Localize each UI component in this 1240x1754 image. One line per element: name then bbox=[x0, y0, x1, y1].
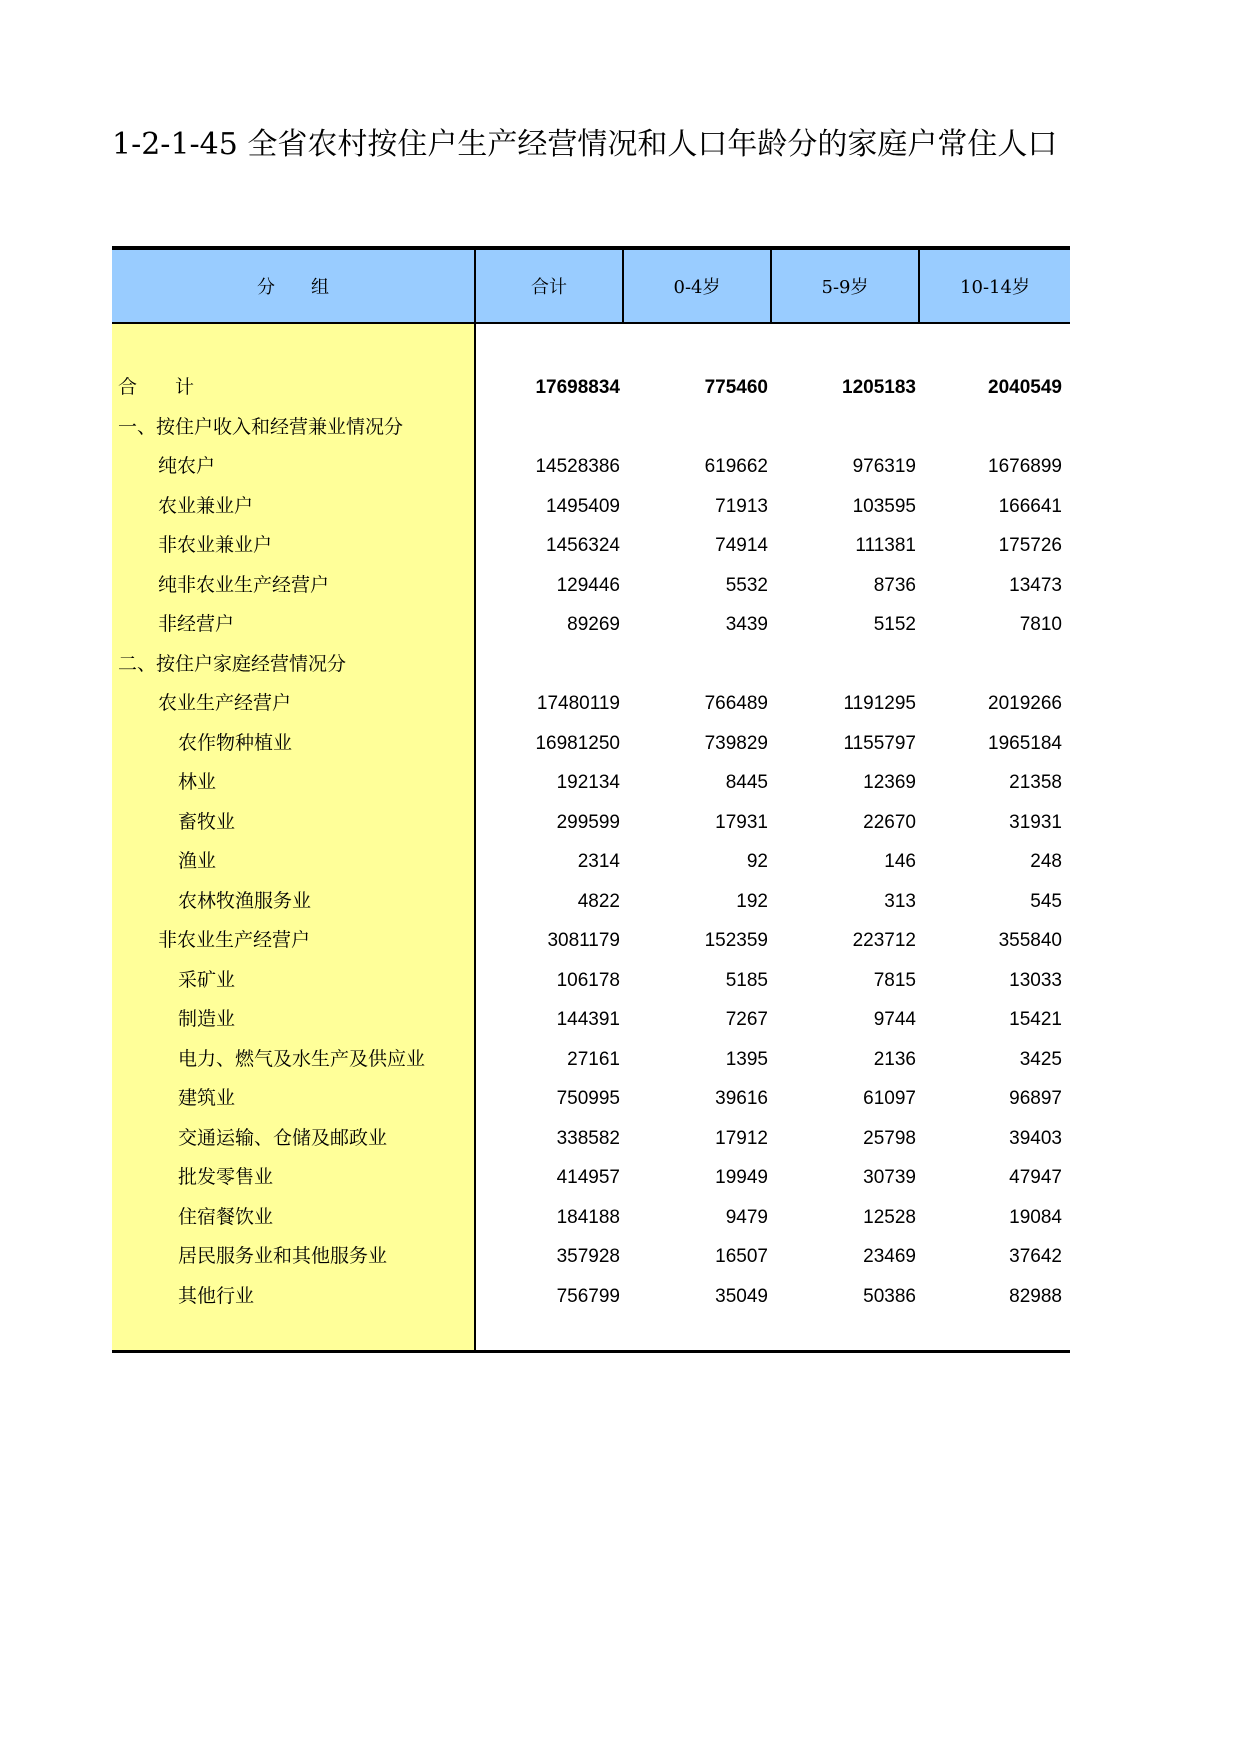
cell-value: 47947 bbox=[1009, 1167, 1062, 1188]
cell-value: 17931 bbox=[715, 811, 768, 833]
table-row bbox=[112, 408, 1070, 448]
cell-value: 14528386 bbox=[535, 456, 620, 477]
cell-value: 35049 bbox=[715, 1285, 768, 1307]
cell-value: 23469 bbox=[863, 1246, 916, 1267]
cell-value: 1155797 bbox=[843, 732, 916, 754]
table-row bbox=[112, 645, 1070, 685]
row-label: 批发零售业 bbox=[178, 1166, 274, 1188]
cell-value: 766489 bbox=[704, 693, 768, 714]
row-label: 畜牧业 bbox=[178, 810, 236, 833]
table-body bbox=[112, 368, 1070, 1316]
data-table bbox=[112, 246, 1070, 1354]
page-title: 1-2-1-45 全省农村按住户生产经营情况和人口年龄分的家庭户常住人口 bbox=[112, 127, 1058, 162]
cell-value bbox=[112, 645, 1062, 685]
table-row bbox=[112, 1079, 1070, 1119]
cell-value: 775460 bbox=[704, 377, 768, 398]
cell-value: 15421 bbox=[1009, 1009, 1062, 1030]
table-row bbox=[112, 684, 1070, 724]
cell-value bbox=[112, 408, 1062, 448]
cell-value: 13473 bbox=[1009, 574, 1062, 596]
table-row bbox=[112, 1277, 1070, 1317]
row-label: 其他行业 bbox=[178, 1284, 255, 1307]
row-label: 非农业生产经营户 bbox=[158, 929, 311, 951]
title-container bbox=[112, 120, 1070, 180]
cell-value: 144391 bbox=[556, 1009, 620, 1030]
cell-value: 92 bbox=[746, 851, 768, 872]
row-label: 渔业 bbox=[178, 850, 217, 872]
row-label: 农林牧渔服务业 bbox=[178, 889, 312, 912]
cell-value: 25798 bbox=[863, 1127, 916, 1149]
row-label: 电力、燃气及水生产及供应业 bbox=[178, 1047, 426, 1070]
cell-value: 7267 bbox=[725, 1009, 768, 1030]
table-row bbox=[112, 566, 1070, 606]
cell-value: 357928 bbox=[556, 1246, 620, 1267]
cell-value: 61097 bbox=[863, 1088, 916, 1109]
row-label: 纯农户 bbox=[158, 455, 216, 477]
cell-value: 223712 bbox=[852, 930, 916, 951]
cell-value: 9744 bbox=[873, 1009, 916, 1030]
table-row bbox=[112, 842, 1070, 882]
cell-value: 1965184 bbox=[988, 732, 1062, 754]
cell-value: 3081179 bbox=[547, 930, 620, 951]
cell-value: 338582 bbox=[556, 1127, 620, 1149]
cell-value: 19084 bbox=[1009, 1206, 1062, 1228]
cell-value: 2136 bbox=[873, 1048, 916, 1070]
cell-value: 1456324 bbox=[546, 535, 620, 556]
cell-value: 19949 bbox=[715, 1167, 768, 1188]
cell-value: 2040549 bbox=[988, 377, 1062, 398]
cell-value: 31931 bbox=[1009, 811, 1062, 833]
header-age-10-14: 10-14岁 bbox=[960, 277, 1030, 298]
row-label: 纯非农业生产经营户 bbox=[158, 573, 330, 596]
cell-value: 71913 bbox=[715, 495, 768, 517]
table-row bbox=[112, 961, 1070, 1001]
cell-value: 739829 bbox=[704, 732, 768, 754]
header-age-5-9: 5-9岁 bbox=[821, 277, 869, 298]
row-label: 居民服务业和其他服务业 bbox=[178, 1245, 388, 1267]
table-bottom-rule bbox=[112, 1350, 1070, 1353]
row-label: 建筑业 bbox=[178, 1087, 236, 1109]
cell-value: 39403 bbox=[1009, 1127, 1062, 1149]
row-label: 非农业兼业户 bbox=[158, 534, 273, 556]
cell-value: 17698834 bbox=[535, 377, 620, 398]
cell-value: 545 bbox=[1030, 890, 1062, 912]
row-label: 交通运输、仓储及邮政业 bbox=[178, 1126, 388, 1149]
cell-value: 106178 bbox=[556, 969, 620, 991]
table-row bbox=[112, 921, 1070, 961]
table-row bbox=[112, 882, 1070, 922]
cell-value: 16507 bbox=[715, 1246, 768, 1267]
table-row bbox=[112, 724, 1070, 764]
cell-value: 976319 bbox=[852, 456, 916, 477]
cell-value: 8445 bbox=[725, 772, 768, 793]
cell-value: 1495409 bbox=[546, 495, 620, 517]
cell-value: 2314 bbox=[577, 851, 620, 872]
cell-value: 129446 bbox=[556, 574, 620, 596]
cell-value: 27161 bbox=[567, 1048, 620, 1070]
row-label: 制造业 bbox=[178, 1008, 236, 1030]
table-row bbox=[112, 447, 1070, 487]
row-label: 非经营户 bbox=[158, 613, 235, 635]
cell-value: 21358 bbox=[1009, 772, 1062, 793]
cell-value: 5152 bbox=[873, 614, 916, 635]
cell-value: 355840 bbox=[998, 930, 1062, 951]
cell-value: 82988 bbox=[1009, 1285, 1062, 1307]
cell-value: 5532 bbox=[725, 574, 768, 596]
row-label: 采矿业 bbox=[178, 968, 236, 991]
cell-value: 7815 bbox=[873, 969, 916, 991]
cell-value: 2019266 bbox=[988, 693, 1062, 714]
cell-value: 313 bbox=[884, 890, 916, 912]
table-row bbox=[112, 1000, 1070, 1040]
cell-value: 4822 bbox=[577, 890, 620, 912]
cell-value: 756799 bbox=[556, 1285, 620, 1307]
table-row bbox=[112, 526, 1070, 566]
row-label: 农作物种植业 bbox=[178, 731, 293, 754]
cell-value: 17480119 bbox=[536, 693, 620, 714]
table-row bbox=[112, 1237, 1070, 1277]
cell-value: 7810 bbox=[1019, 614, 1062, 635]
cell-value: 146 bbox=[884, 851, 916, 872]
cell-value: 16981250 bbox=[535, 732, 620, 754]
cell-value: 166641 bbox=[998, 495, 1062, 517]
cell-value: 30739 bbox=[863, 1167, 916, 1188]
cell-value: 111381 bbox=[855, 535, 916, 556]
cell-value: 3425 bbox=[1019, 1048, 1062, 1070]
cell-value: 299599 bbox=[556, 811, 620, 833]
row-label: 住宿餐饮业 bbox=[178, 1205, 274, 1228]
header-group: 分 组 bbox=[257, 277, 329, 298]
table-row bbox=[112, 605, 1070, 645]
cell-value: 175726 bbox=[998, 535, 1062, 556]
table-row bbox=[112, 803, 1070, 843]
row-label: 农业兼业户 bbox=[158, 494, 254, 517]
cell-value: 619662 bbox=[704, 456, 768, 477]
cell-value: 1676899 bbox=[988, 456, 1062, 477]
cell-value: 248 bbox=[1030, 851, 1062, 872]
table-row bbox=[112, 1040, 1070, 1080]
row-label: 二、按住户家庭经营情况分 bbox=[118, 652, 347, 675]
cell-value: 1205183 bbox=[842, 377, 916, 398]
cell-value: 74914 bbox=[715, 535, 768, 556]
cell-value: 22670 bbox=[863, 811, 916, 833]
cell-value: 152359 bbox=[704, 930, 768, 951]
cell-value: 37642 bbox=[1009, 1246, 1062, 1267]
cell-value: 103595 bbox=[852, 495, 916, 517]
cell-value: 192134 bbox=[556, 772, 620, 793]
cell-value: 50386 bbox=[863, 1285, 916, 1307]
cell-value: 414957 bbox=[556, 1167, 620, 1188]
cell-value: 17912 bbox=[715, 1127, 768, 1149]
header-age-0-4: 0-4岁 bbox=[673, 277, 721, 298]
table-row bbox=[112, 487, 1070, 527]
cell-value: 39616 bbox=[715, 1088, 768, 1109]
cell-value: 12528 bbox=[863, 1206, 916, 1228]
row-label: 林业 bbox=[178, 771, 217, 793]
cell-value: 89269 bbox=[567, 614, 620, 635]
cell-value: 750995 bbox=[556, 1088, 620, 1109]
row-label: 一、按住户收入和经营兼业情况分 bbox=[118, 415, 404, 438]
row-label: 农业生产经营户 bbox=[158, 692, 292, 714]
header-total: 合计 bbox=[531, 277, 567, 298]
table-row bbox=[112, 368, 1070, 408]
cell-value: 3439 bbox=[725, 614, 768, 635]
cell-value: 184188 bbox=[556, 1206, 620, 1228]
cell-value: 5185 bbox=[725, 969, 768, 991]
cell-value: 9479 bbox=[725, 1206, 768, 1228]
row-label: 合 计 bbox=[118, 376, 195, 398]
table-row bbox=[112, 1119, 1070, 1159]
table-row bbox=[112, 1158, 1070, 1198]
table-row bbox=[112, 1198, 1070, 1238]
cell-value: 96897 bbox=[1009, 1088, 1062, 1109]
cell-value: 1395 bbox=[725, 1048, 768, 1070]
table-row bbox=[112, 763, 1070, 803]
cell-value: 12369 bbox=[863, 772, 916, 793]
cell-value: 8736 bbox=[873, 574, 916, 596]
cell-value: 1191295 bbox=[843, 693, 916, 714]
cell-value: 13033 bbox=[1009, 969, 1062, 991]
cell-value: 192 bbox=[736, 890, 768, 912]
